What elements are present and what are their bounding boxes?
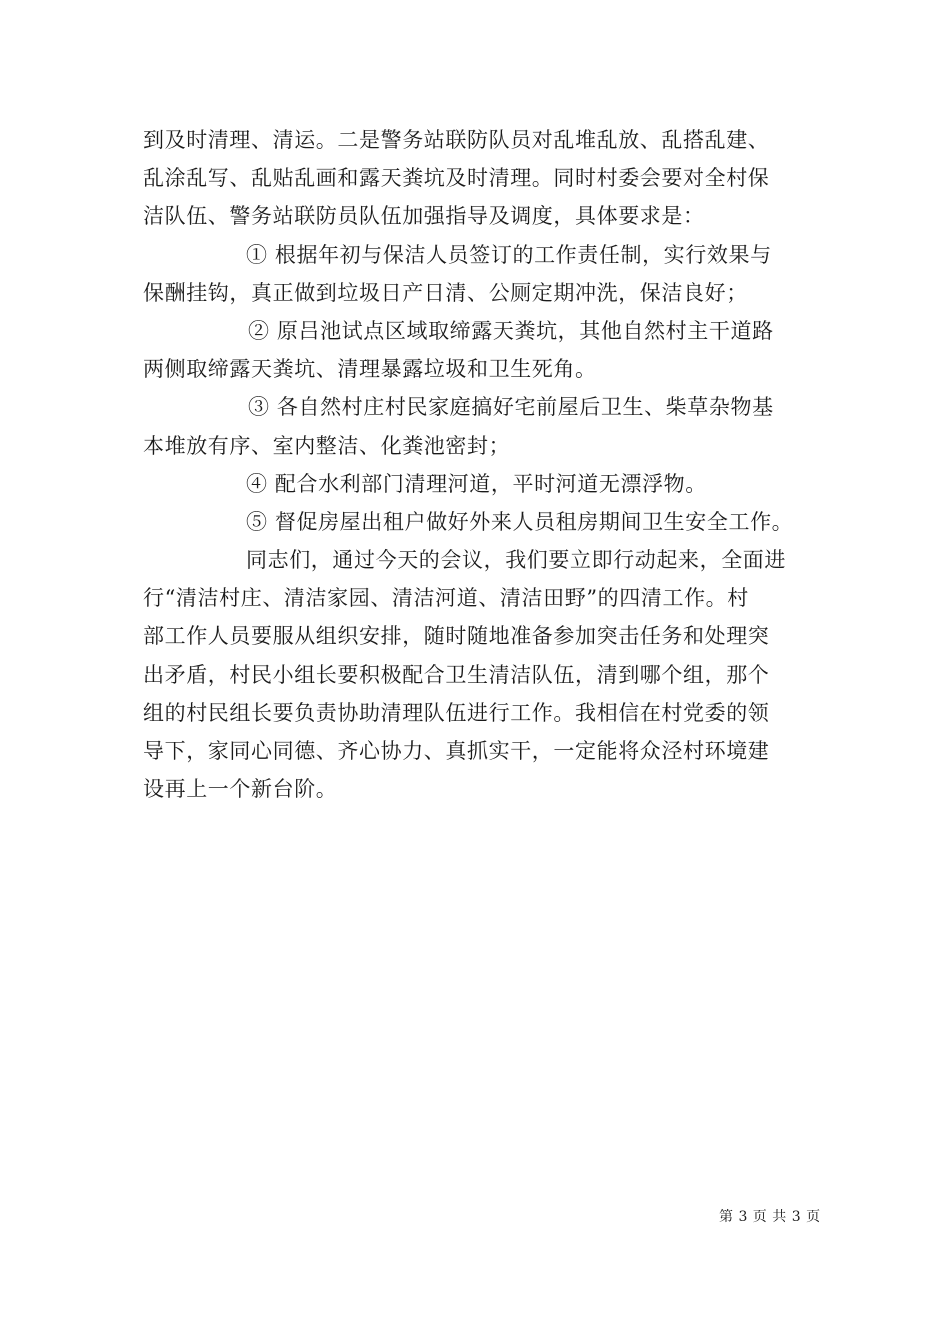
text-line: 到及时清理、清运。二是警务站联防队员对乱堆乱放、乱搭乱建、 [143,128,770,152]
list-item-3-line: ③ 各自然村庄村民家庭搞好宅前屋后卫生、柴草杂物基 [248,395,774,420]
list-item-5-line: ⑤ 督促房屋出租户做好外来人员租房期间卫生安全工作。 [246,509,794,534]
document-body [143,121,808,808]
text-line: 行“清洁村庄、清洁家园、清洁河道、清洁田野”的四清工作。村 [143,586,749,611]
text-line: 导下，家同心同德、齐心协力、真抓实干，一定能将众泾村环境建 [143,739,770,763]
text-line: 两侧取缔露天粪坑、清理暴露垃圾和卫生死角。 [143,357,597,382]
text-line: 保酬挂钩，真正做到垃圾日产日清、公厕定期冲洗，保洁良好； [143,280,748,305]
list-item-4-line: ④ 配合水利部门清理河道，平时河道无漂浮物。 [246,471,707,496]
text-line: 乱涂乱写、乱贴乱画和露天粪坑及时清理。同时村委会要对全村保 [143,166,770,191]
list-item-1-line: ① 根据年初与保洁人员签订的工作责任制，实行效果与 [246,242,772,267]
paragraph-start-line: 同志们，通过今天的会议，我们要立即行动起来，全面进 [246,548,786,573]
text-line: 组的村民组长要负责协助清理队伍进行工作。我相信在村党委的领 [143,700,770,725]
text-line: 部工作人员要服从组织安排，随时随地准备参加突击任务和处理突 [143,624,770,649]
text-line: 本堆放有序、室内整洁、化粪池密封； [143,433,511,458]
text-line: 洁队伍、警务站联防员队伍加强指导及调度，具体要求是： [143,204,705,229]
text-line: 出矛盾，村民小组长要积极配合卫生清洁队伍，清到哪个组，那个 [143,662,770,687]
text-line: 设再上一个新台阶。 [143,777,338,802]
list-item-2-line: ② 原吕池试点区域取缔露天粪坑，其他自然村主干道路 [248,318,774,343]
page-number-footer: 第 3 页 共 3 页 [719,1209,821,1225]
